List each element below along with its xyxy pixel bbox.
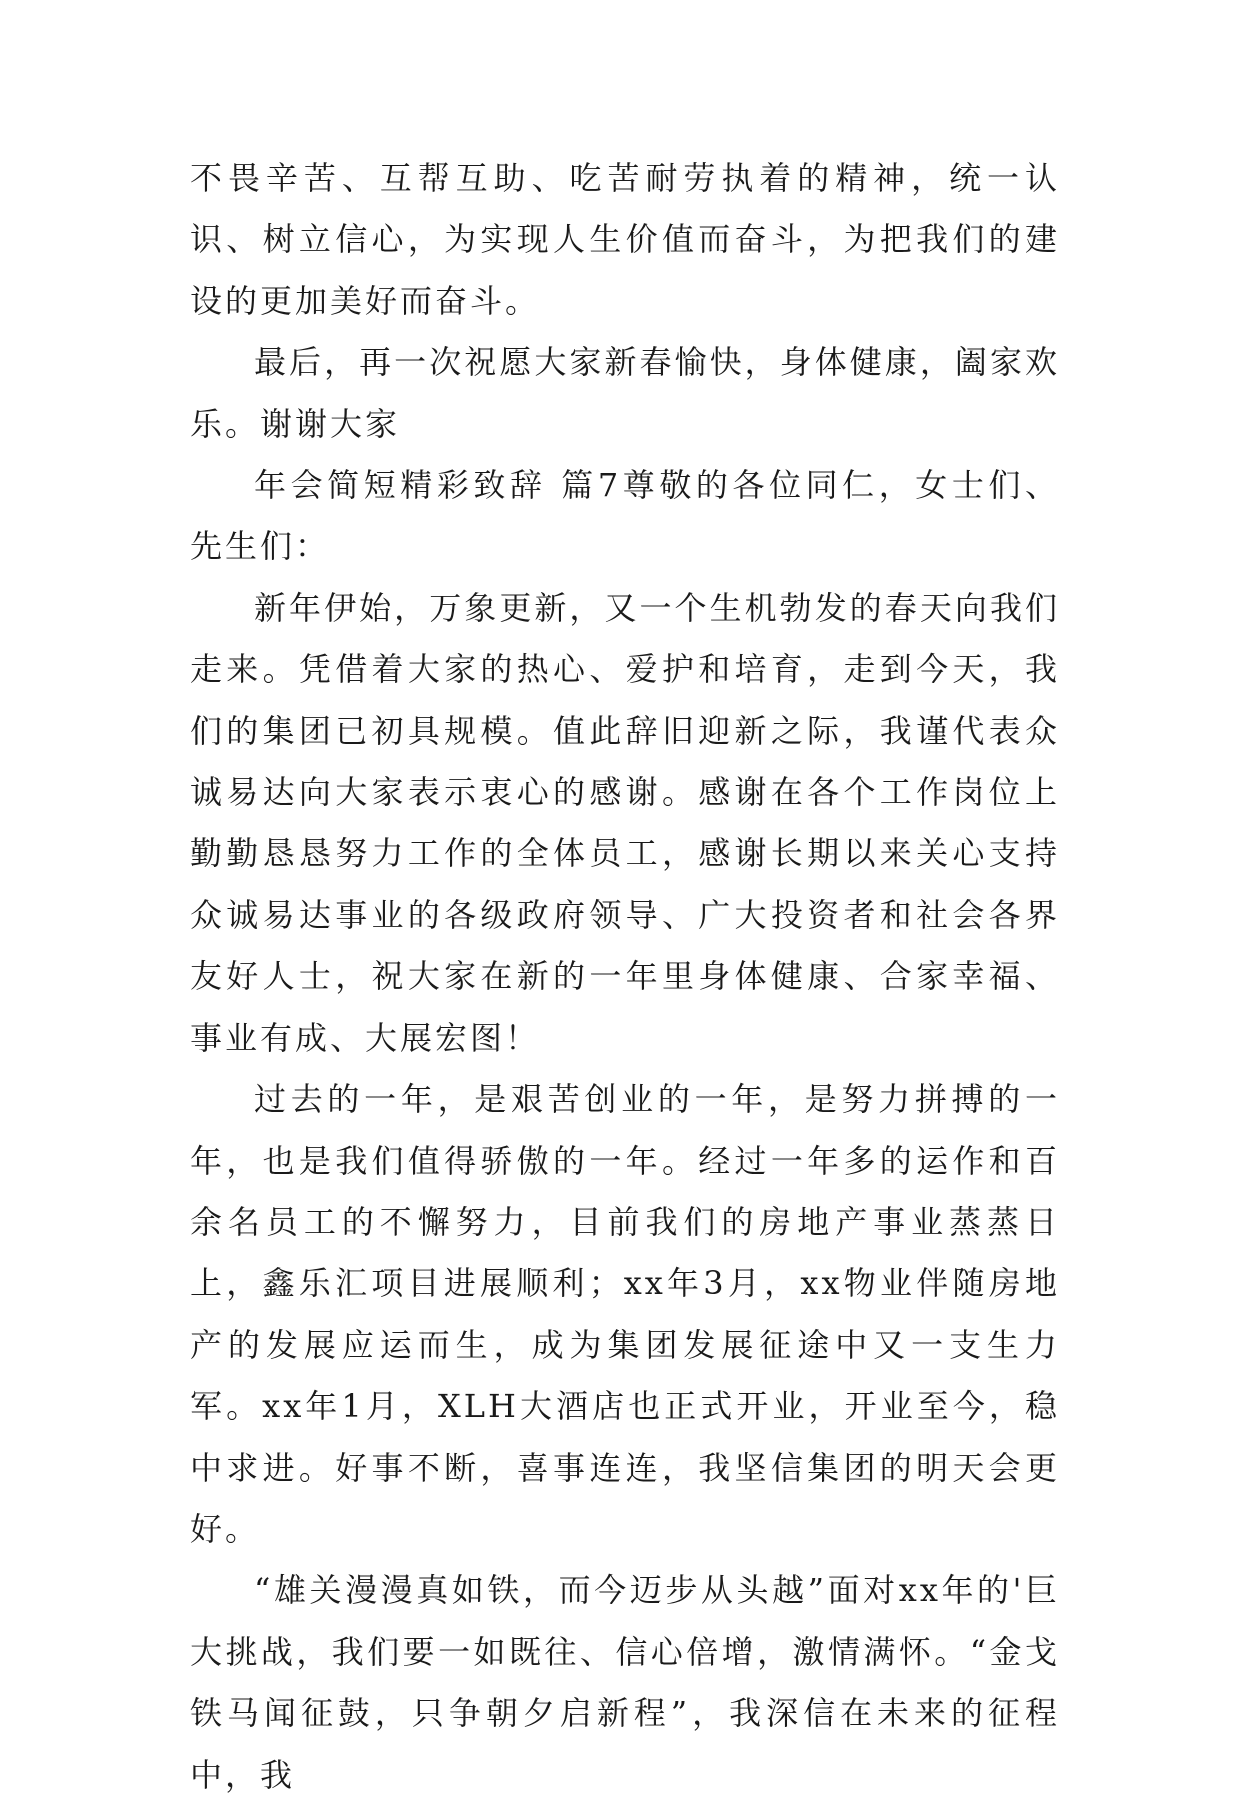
paragraph-6: “雄关漫漫真如铁，而今迈步从头越”面对xx年的'巨大挑战，我们要一如既往、信心倍增，激情满怀。“金戈铁马闻征鼓，只争朝夕启新程”，我深信在未来的征程中，我 (190, 1571, 1060, 1794)
paragraph-2: 最后，再一次祝愿大家新春愉快，身体健康，阖家欢乐。谢谢大家 (190, 343, 1060, 443)
paragraph-1: 不畏辛苦、互帮互助、吃苦耐劳执着的精神，统一认识、树立信心，为实现人生价值而奋斗，为把我们的建设的更加美好而奋斗。 (190, 159, 1060, 320)
paragraph-4: 新年伊始，万象更新，又一个生机勃发的春天向我们走来。凭借着大家的热心、爱护和培育，走到今天，我们的集团已初具规模。值此辞旧迎新之际，我谨代表众诚易达向大家表示衷心的感谢。感谢在各个工作岗位上勤勤恳恳努力工作的全体员工，感谢长期以来关心支持众诚易达事业的各级政府领导、广大投资者和社会各界友好人士，祝大家在新的一年里身体健康、合家幸福、事业有成、大展宏图！ (190, 588, 1060, 1057)
paragraph-5: 过去的一年，是艰苦创业的一年，是努力拼搏的一年，也是我们值得骄傲的一年。经过一年多的运作和百余名员工的不懈努力，目前我们的房地产事业蒸蒸日上，鑫乐汇项目进展顺利；xx年3月，xx物业伴随房地产的发展应运而生，成为集团发展征途中又一支生力军。xx年1月，XLH大酒店也正式开业，开业至今，稳中求进。好事不断，喜事连连，我坚信集团的明天会更好。 (190, 1080, 1060, 1548)
document-body (190, 148, 1060, 1806)
paragraph-3: 年会简短精彩致辞 篇7尊敬的各位同仁，女士们、先生们： (190, 466, 1060, 566)
